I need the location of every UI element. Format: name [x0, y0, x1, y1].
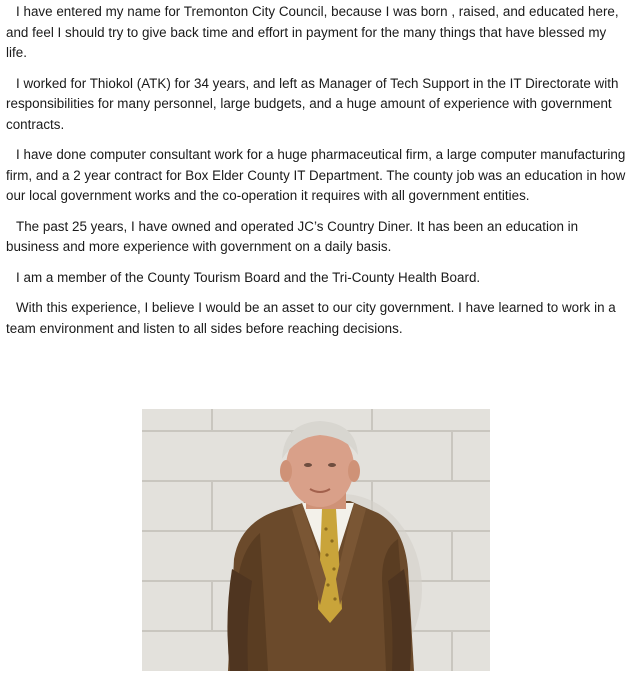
candidate-statement — [6, 2, 628, 349]
paragraph-diner: The past 25 years, I have owned and operated JC’s Country Diner. It has been an education in business and more experience with government on a daily basis. — [6, 218, 579, 254]
paragraph-boards: I am a member of the County Tourism Board and the Tri-County Health Board. — [16, 269, 481, 285]
candidate-photo — [142, 409, 490, 671]
paragraph-intro: I have entered my name for Tremonton City Council, because I was born , raised, and educated here, and feel I should try to give back time and effort in payment for the many things that have blessed my life. — [6, 4, 619, 60]
candidate-portrait-image — [142, 409, 490, 671]
paragraph-thiokol-career: I worked for Thiokol (ATK) for 34 years, and left as Manager of Tech Support in the IT Directorate with responsibilities for many personnel, large budgets, and a huge amount of experience with government contracts. — [6, 75, 619, 132]
paragraph-consulting: I have done computer consultant work for a huge pharmaceutical firm, a large computer manufacturing firm, and a 2 year contract for Box Elder County IT Department. The county job was an education in how our local government works and the co-operation it requires with all government entities. — [6, 147, 626, 203]
paragraph-conclusion: With this experience, I believe I would be an asset to our city government. I have learned to work in a team environment and listen to all sides before reaching decisions. — [6, 300, 616, 336]
